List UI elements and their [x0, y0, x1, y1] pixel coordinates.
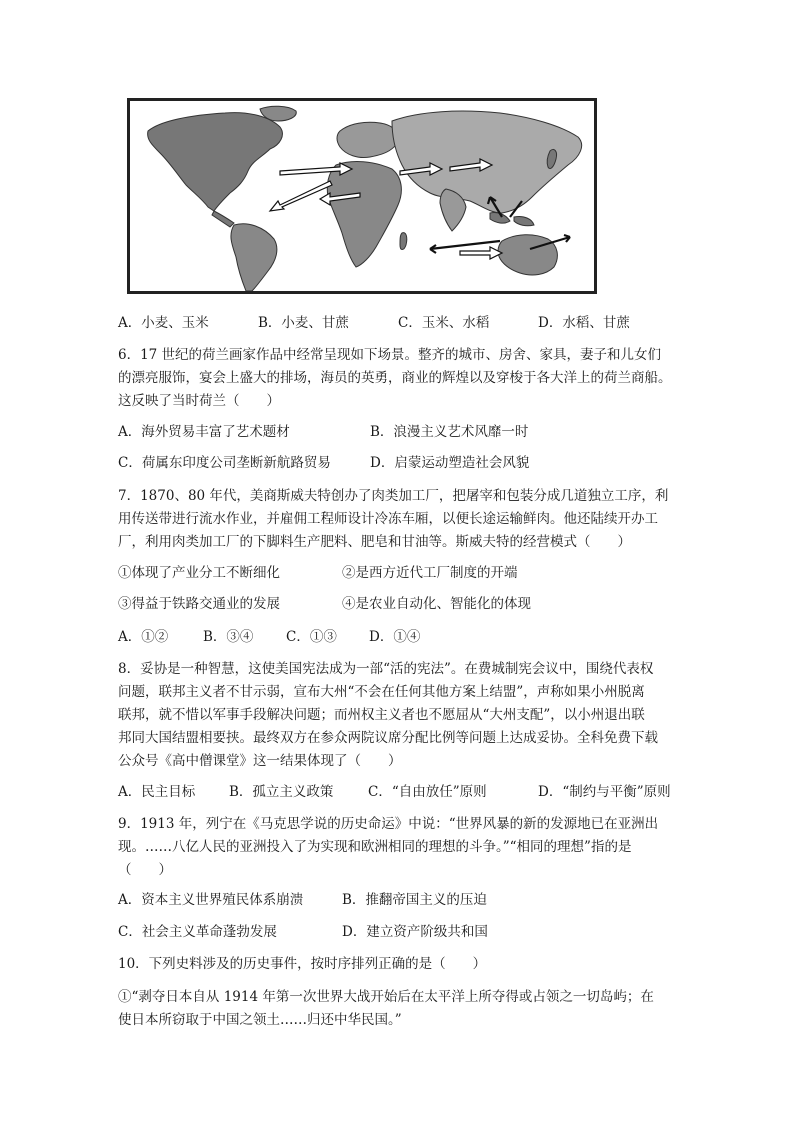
q8-stem-line-5: 公众号《高中僧课堂》这一结果体现了（ ） — [118, 753, 402, 769]
q7-stem-line-2: 用传送带进行流水作业，并雇佣工程师设计冷冻车厢，以便长途运输鲜肉。他还陆续开办工 — [118, 511, 658, 527]
q10-source-line-2: 使日本所窃取于中国之领土……归还中华民国。” — [118, 1012, 402, 1028]
q7-stem-line-3: 厂，利用肉类加工厂的下脚料生产肥料、肥皂和甘油等。斯威夫特的经营模式（ ） — [118, 534, 631, 550]
q9-option-c: C．社会主义革命蓬勃发展 — [118, 924, 277, 940]
q10-source-line-1: ①“剥夺日本自从 1914 年第一次世界大战开始后在太平洋上所夺得或占领之一切岛屿；在 — [118, 989, 654, 1005]
q7-item-1: ①体现了产业分工不断细化 — [118, 565, 280, 581]
q9-stem-line-1: 9．1913 年，列宁在《马克思学说的历史命运》中说：“世界风暴的新的发源地已在亚洲出 — [118, 816, 659, 832]
q5-option-d: D．水稻、甘蔗 — [538, 315, 630, 331]
q8-stem-line-3: 联邦，就不惜以军事手段解决问题；而州权主义者也不愿屈从“大州支配”，以小州退出联 — [118, 707, 645, 723]
world-map-illustration — [130, 101, 594, 291]
q8-stem-line-2: 问题，联邦主义者不甘示弱，宣布大州“不会在任何其他方案上结盟”，声称如果小州脱离 — [118, 684, 645, 700]
q6-option-a: A．海外贸易丰富了艺术题材 — [118, 424, 290, 440]
q7-option-b: B．③④ — [203, 629, 254, 645]
q6-option-b: B．浪漫主义艺术风靡一时 — [370, 424, 529, 440]
q6-stem-line-1: 6．17 世纪的荷兰画家作品中经常呈现如下场景。整齐的城市、房舍、家具，妻子和儿女们 — [118, 347, 662, 363]
q7-option-d: D．①④ — [369, 629, 421, 645]
q8-option-d: D．“制约与平衡”原则 — [538, 784, 671, 800]
q9-stem-line-2: 现。……八亿人民的亚洲投入了为实现和欧洲相同的理想的斗争。”“相同的理想”指的是 — [118, 839, 632, 855]
q7-option-a: A．①② — [118, 629, 169, 645]
q7-item-3: ③得益于铁路交通业的发展 — [118, 596, 280, 612]
q7-option-c: C．①③ — [286, 629, 337, 645]
q6-option-d: D．启蒙运动塑造社会风貌 — [370, 455, 530, 471]
q8-stem-line-4: 邦同大国结盟相要挟。最终双方在参众两院议席分配比例等问题上达成妥协。全科免费下载 — [118, 730, 658, 746]
q9-option-d: D．建立资产阶级共和国 — [342, 924, 488, 940]
q8-option-c: C．“自由放任”原则 — [368, 784, 487, 800]
q9-stem-line-3: （ ） — [118, 862, 172, 878]
q6-stem-line-2: 的漂亮服饰，宴会上盛大的排场，海员的英勇，商业的辉煌以及穿梭于各大洋上的荷兰商船。 — [118, 370, 672, 386]
q5-option-b: B．小麦、甘蔗 — [258, 315, 349, 331]
q7-item-2: ②是西方近代工厂制度的开端 — [342, 565, 518, 581]
q6-stem-line-3: 这反映了当时荷兰（ ） — [118, 393, 280, 409]
q5-option-a: A．小麦、玉米 — [118, 315, 209, 331]
q8-option-a: A．民主目标 — [118, 784, 196, 800]
q7-stem-line-1: 7．1870、80 年代，美商斯威夫特创办了肉类加工厂，把屠宰和包装分成几道独立工序，利 — [118, 488, 669, 504]
q8-stem-line-1: 8．妥协是一种智慧，这使美国宪法成为一部“活的宪法”。在费城制宪会议中，围绕代表权 — [118, 661, 654, 677]
q8-option-b: B．孤立主义政策 — [229, 784, 334, 800]
q5-option-c: C．玉米、水稻 — [398, 315, 490, 331]
q9-option-b: B．推翻帝国主义的压迫 — [342, 892, 487, 908]
q10-stem-line-1: 10．下列史料涉及的历史事件，按时序排列正确的是（ ） — [118, 956, 487, 972]
q9-option-a: A．资本主义世界殖民体系崩溃 — [118, 892, 304, 908]
q6-option-c: C．荷属东印度公司垄断新航路贸易 — [118, 455, 331, 471]
q7-item-4: ④是农业自动化、智能化的体现 — [342, 596, 531, 612]
world-map-figure — [127, 98, 597, 294]
